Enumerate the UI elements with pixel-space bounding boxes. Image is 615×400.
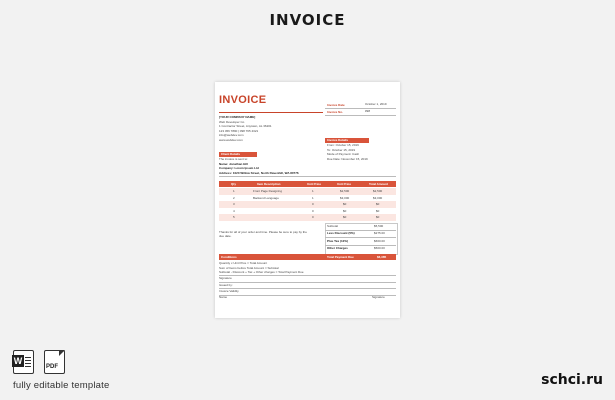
payment-line: Due Date: November 15, 2019 <box>327 156 368 161</box>
company-line: [YOUR COMPANY NAME] <box>219 115 256 119</box>
row-cell: $3,000 <box>373 195 383 200</box>
invoice-date-label: Invoice Date <box>327 103 345 107</box>
grand-total-bar <box>219 254 396 260</box>
pdf-file-icon <box>44 350 65 374</box>
row-cell: 1 <box>312 189 314 193</box>
row-cell: 4 <box>233 208 235 213</box>
row-cell: 0 <box>312 202 314 206</box>
row-cell: 3 <box>233 202 235 206</box>
table-header-cell: Unit Price <box>307 181 322 186</box>
invoice-no-label: Invoice No. <box>327 110 344 114</box>
signature-label: Signature <box>219 276 232 280</box>
invoice-document <box>215 82 400 318</box>
footer-label: fully editable template <box>13 380 110 391</box>
row-cell: $0 <box>343 202 347 206</box>
row-cell: $0 <box>376 215 380 219</box>
word-file-icon <box>13 350 34 374</box>
grand-total-label: Total Payment Due <box>327 254 354 259</box>
invoice-date-value: October 1, 2019 <box>365 102 387 106</box>
company-line: 123 456 7890 | 098 765 4321 <box>219 128 259 133</box>
company-line: 1 Contractor Street, Anytown, AL 36201 <box>219 124 272 128</box>
row-cell: 5 <box>233 215 235 219</box>
table-row <box>219 214 396 221</box>
totals-value: $275.00 <box>374 231 385 235</box>
invoice-title: INVOICE <box>219 94 267 106</box>
company-line: Web Developer Co <box>219 119 245 124</box>
table-header-cell: Unit Price <box>337 181 352 186</box>
word-letter: W <box>13 356 23 366</box>
company-line: info@webdev.com <box>219 133 244 137</box>
totals-label: Other Charges <box>327 246 348 250</box>
payment-heading-bar <box>325 138 369 143</box>
row-cell: 1 <box>312 195 314 200</box>
client-line: Name: Jonathan Hill <box>219 161 248 166</box>
table-header-cell: Item Description <box>257 181 281 186</box>
invoice-no-value: #98 <box>365 109 371 113</box>
name-label: Name <box>219 295 228 299</box>
grand-total-value: $6,385 <box>377 254 387 259</box>
row-cell: $0 <box>376 202 380 206</box>
totals-value: $660.00 <box>374 238 385 243</box>
payment-line: Mode of Payment: Cash <box>327 152 360 156</box>
row-cell: Front Page Designing <box>253 189 283 193</box>
condition-line: Quantity x Unit Price = Total Amount <box>219 261 268 265</box>
conditions-label: Conditions <box>221 254 237 259</box>
row-cell: $2,500 <box>340 189 350 193</box>
invoice-validity-label: Invoice Validity <box>219 289 239 293</box>
client-line: Address: 1020 Willow Street, North Ravenhill, WA 80776 <box>219 170 299 175</box>
signature-right-label: Signature <box>372 295 385 299</box>
table-header-cell: Total Amount <box>369 181 388 186</box>
issued-by-label: Issued by: <box>219 282 233 287</box>
totals-label: Plus Tax (12%) <box>327 238 348 243</box>
row-cell: $0 <box>376 208 380 213</box>
totals-label: Subtotal <box>327 223 339 228</box>
page-heading: INVOICE <box>269 11 346 29</box>
row-cell: $0 <box>343 215 347 219</box>
row-cell: 0 <box>312 215 314 219</box>
row-cell: Backend Language <box>253 195 279 200</box>
table-header <box>219 181 396 187</box>
company-line: www.webdev.com <box>219 137 243 142</box>
client-heading: Client Details <box>221 151 241 156</box>
row-cell: $2,500 <box>373 189 383 193</box>
totals-value: $5,500 <box>374 223 384 228</box>
totals-label: Less Discount (5%) <box>327 231 355 235</box>
pdf-letters: PDF <box>46 364 58 370</box>
client-line: Company: Lorem Ipsum Ltd <box>219 166 259 170</box>
condition-line: Subtotal - Discount + Tax + Other charges = Total Payment Due <box>219 270 304 274</box>
table-header-cell: Qty <box>231 181 237 186</box>
totals-value: $500.00 <box>374 246 385 250</box>
condition-line: Sum of Items before Total Amount = Subtotal <box>219 265 279 270</box>
row-cell: $3,000 <box>340 195 350 200</box>
brand-watermark: schci.ru <box>541 372 603 388</box>
row-cell: 0 <box>312 208 314 213</box>
client-line: The invoice is sent to: <box>219 157 249 161</box>
client-heading-bar <box>219 152 257 157</box>
payment-heading: Invoice Details <box>327 137 349 142</box>
row-cell: $0 <box>343 208 347 213</box>
invoice-note: Thanks for all of your order and time. Please be sure to pay by the due date. <box>219 230 307 238</box>
row-cell: 2 <box>233 195 235 200</box>
row-cell: 1 <box>233 189 235 193</box>
payment-line: To: October 15, 2019 <box>327 147 356 152</box>
payment-line: From: October 15, 2019 <box>327 143 359 147</box>
